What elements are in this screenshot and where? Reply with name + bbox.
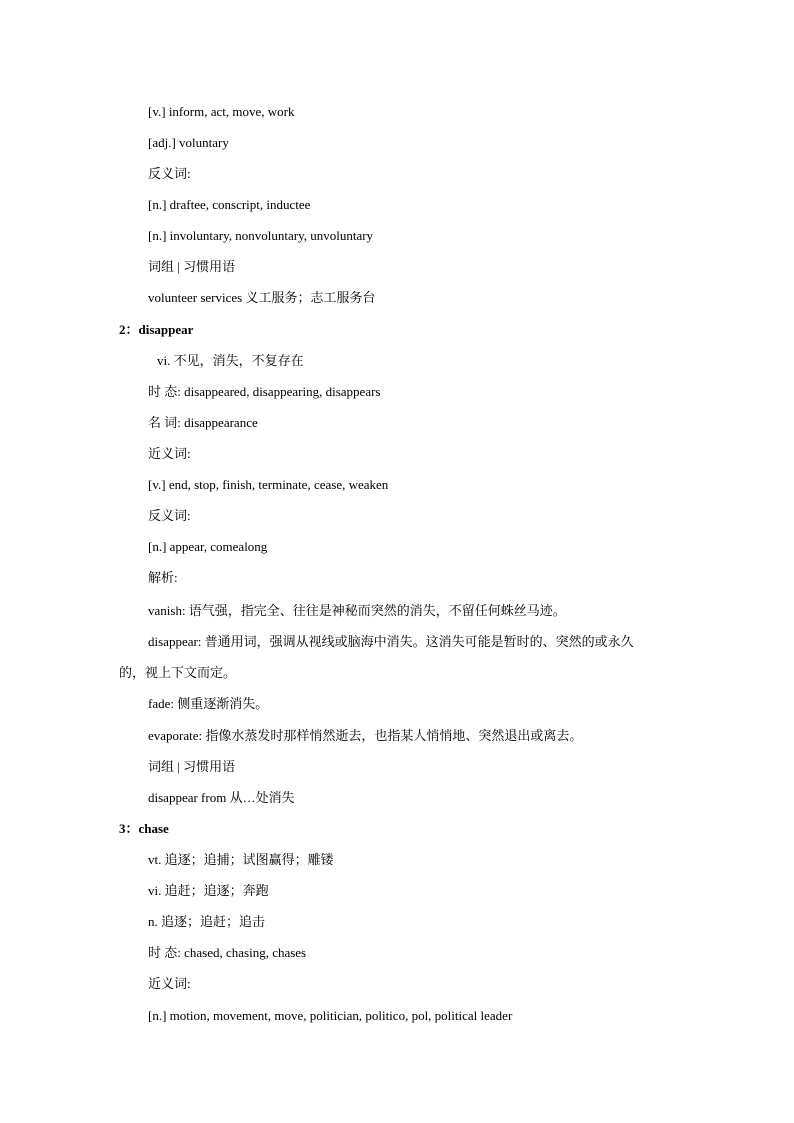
entry2-tense: 时 态: disappeared, disappearing, disappears	[148, 384, 381, 399]
entry1-verbs: [v.] inform, act, move, work	[148, 104, 295, 119]
entry1-antonyms-2: [n.] involuntary, nonvoluntary, unvoluntary	[148, 228, 374, 243]
entry2-disappear-line2: 的，视上下文而定。	[119, 665, 237, 680]
entry1-phrase-heading: 词组 | 习惯用语	[148, 259, 236, 274]
entry2-analysis-heading: 解析:	[148, 570, 178, 585]
entry2-disappear-line1: disappear: 普通用词，强调从视线或脑海中消失。这消失可能是暂时的、突然的或永久	[148, 634, 634, 649]
entry2-vanish: vanish: 语气强，指完全、往往是神秘而突然的消失，不留任何蛛丝马迹。	[148, 603, 566, 618]
entry1-phrase: volunteer services 义工服务；志工服务台	[148, 290, 376, 305]
entry2-synonyms: [v.] end, stop, finish, terminate, cease, weaken	[148, 477, 389, 492]
entry3-synonym-heading: 近义词:	[148, 976, 191, 991]
entry2-evaporate: evaporate: 指像水蒸发时那样悄然逝去，也指某人悄悄地、突然退出或离去。	[148, 728, 583, 743]
entry2-noun: 名 词: disappearance	[148, 415, 258, 430]
entry3-tense: 时 态: chased, chasing, chases	[148, 945, 307, 960]
entry1-antonyms-1: [n.] draftee, conscript, inductee	[148, 197, 311, 212]
entry2-phrase-heading: 词组 | 习惯用语	[148, 759, 236, 774]
entry3-n: n. 追逐；追赶；追击	[148, 914, 266, 929]
entry2-fade: fade: 侧重逐渐消失。	[148, 696, 269, 711]
entry3-vt: vt. 追逐；追捕；试图赢得；雕镂	[148, 852, 334, 867]
entry2-antonyms: [n.] appear, comealong	[148, 539, 268, 554]
entry3-vi: vi. 追赶；追逐；奔跑	[148, 883, 269, 898]
entry2-antonym-heading: 反义词:	[148, 508, 191, 523]
entry3-synonyms: [n.] motion, movement, move, politician, politico, pol, political leader	[148, 1008, 513, 1023]
entry2-pos: vi. 不见，消失，不复存在	[157, 353, 304, 368]
entry1-antonym-heading: 反义词:	[148, 166, 191, 181]
entry2-synonym-heading: 近义词:	[148, 446, 191, 461]
entry3-headword: 3：chase	[119, 821, 169, 836]
entry2-headword: 2：disappear	[119, 322, 194, 337]
entry2-phrase: disappear from 从…处消失	[148, 790, 295, 805]
entry1-adj: [adj.] voluntary	[148, 135, 229, 150]
